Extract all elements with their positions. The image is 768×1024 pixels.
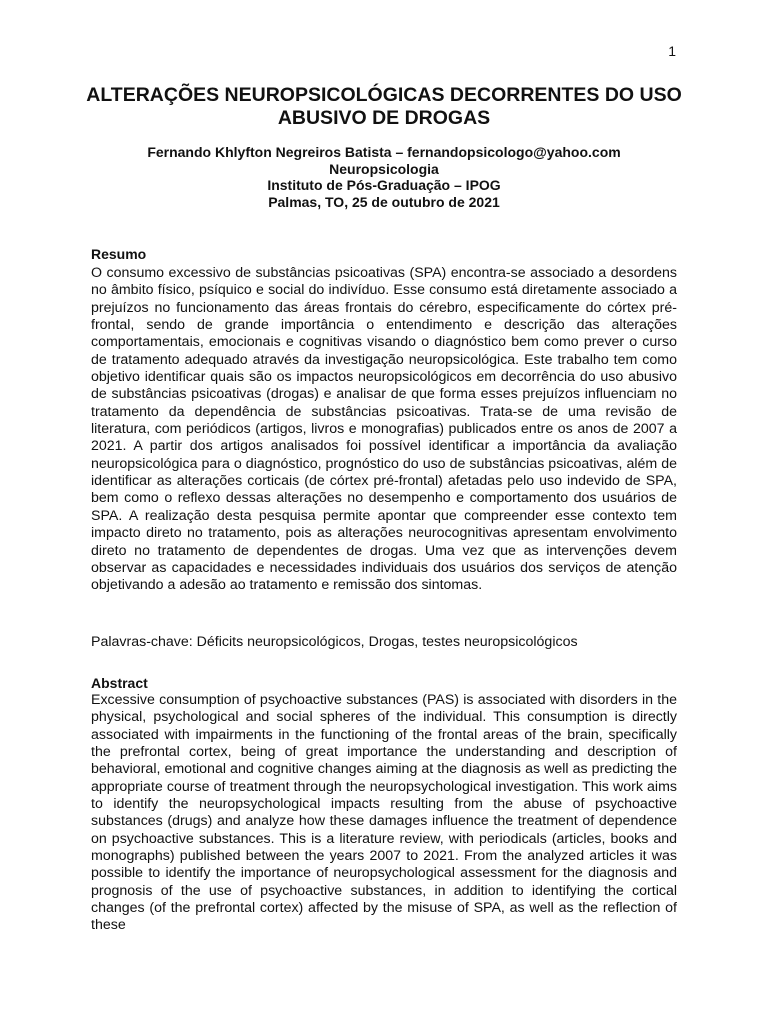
area-line: Neuropsicologia (329, 160, 439, 177)
page-number: 1 (668, 43, 676, 59)
author-line: Fernando Khlyfton Negreiros Batista – fernandopsicologo@yahoo.com (147, 144, 621, 160)
abstract-text: Excessive consumption of psychoactive substances (PAS) is associated with disorders in the physical, psychological and social spheres of the individual. This consumption is directly associated with impairments in the functioning of the frontal areas of the brain, specifically the prefrontal cortex, being of great importance the understanding and description of behavioral, emotional and cognitive changes aiming at the diagnosis as well as predicting the appropriate course of treatment through the neuropsychological investigation. This work aims to identify the neuropsychological impacts resulting from the abuse of psychoactive substances (drugs) and analyze how these damages influence the treatment of dependence on psychoactive substances. This is a literature review, with periodicals (articles, books and monographs) published between the years 2007 to 2021. From the analyzed articles it was possible to identify the importance of neuropsychological assessment for the diagnosis and prognosis of the use of psychoactive substances, in addition to identifying the cortical changes (of the prefrontal cortex) affected by the misuse of SPA, as well as the reflection of these (91, 692, 677, 934)
paper-title: ALTERAÇÕES NEUROPSICOLÓGICAS DECORRENTES DO USO ABUSIVO DE DROGAS (86, 84, 682, 129)
byline (80, 144, 688, 210)
place-date-line: Palmas, TO, 25 de outubro de 2021 (268, 193, 500, 210)
resumo-text: O consumo excessivo de substâncias psicoativas (SPA) encontra-se associado a desordens no âmbito físico, psíquico e social do indivíduo. Esse consumo está diretamente associado a prejuízos no funcionamento das áreas frontais do cérebro, especificamente do córtex pré-frontal, sendo de grande importância o entendimento e descrição das alterações comportamentais, emocionais e cognitivas visando o diagnóstico bem como prever o curso de tratamento adequado através da investigação neuropsicológica. Este trabalho tem como objetivo identificar quais são os impactos neuropsicológicos em decorrência do uso abusivo de substâncias psicoativas (drogas) e analisar de que forma esses prejuízos influenciam no tratamento da dependência de substâncias psicoativas. Trata-se de uma revisão de literatura, com periódicos (artigos, livros e monografias) publicados entre os anos de 2007 a 2021. A partir dos artigos analisados foi possível identificar a importância da avaliação neuropsicológica para o diagnóstico, prognóstico do uso de substâncias psicoativas, além de identificar as alterações corticais (de córtex pré-frontal) afetadas pelo uso indevido de SPA, bem como o reflexo dessas alterações no desempenho e comportamento dos usuários de SPA. A realização desta pesquisa permite apontar que compreender esse contexto tem impacto direto no tratamento, pois as alterações neurocognitivas apresentam envolvimento direto no tratamento de dependentes de drogas. Uma vez que as intervenções devem observar as capacidades e necessidades individuais dos usuários dos serviços de atenção objetivando a adesão ao tratamento e remissão dos sintomas. (91, 265, 677, 594)
resumo-heading: Resumo (91, 246, 147, 262)
abstract-heading: Abstract (91, 675, 148, 691)
keywords-line: Palavras-chave: Déficits neuropsicológicos, Drogas, testes neuropsicológicos (91, 634, 578, 650)
institution-line: Instituto de Pós-Graduação – IPOG (267, 177, 501, 193)
